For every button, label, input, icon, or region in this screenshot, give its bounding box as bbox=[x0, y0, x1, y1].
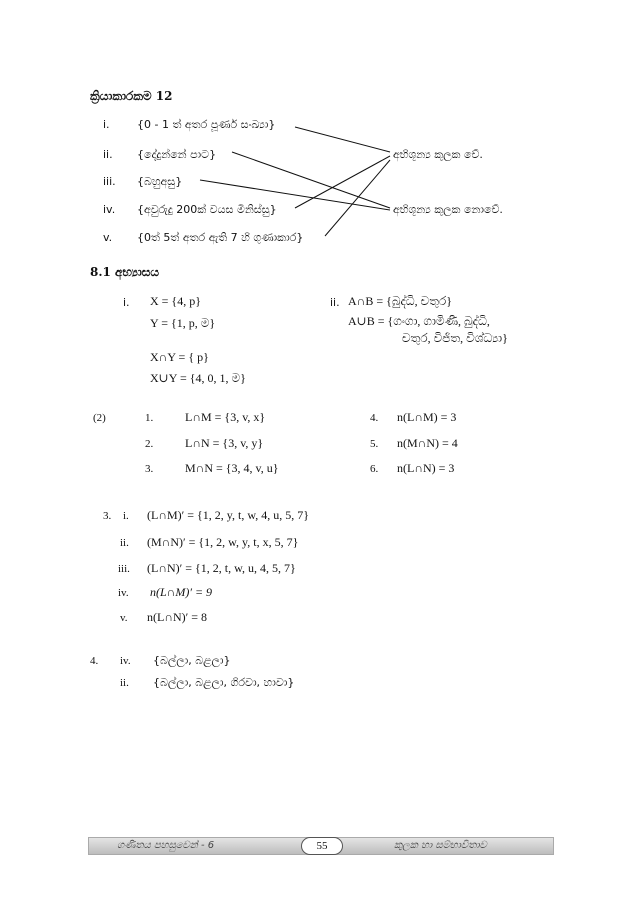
q3-label: 3. bbox=[103, 510, 112, 522]
activity-item-text: {දේදුන්නේ පාට} bbox=[137, 148, 217, 161]
q3-expr: n(L∩M)′ = 9 bbox=[150, 585, 213, 599]
x-union-y: X∪Y = {4, 0, 1, ම} bbox=[150, 371, 246, 385]
q2-expr: M∩N = {3, 4, v, u} bbox=[185, 461, 279, 475]
a-intersect-b: A∩B = {බුද්ධි, චතුර} bbox=[348, 294, 453, 308]
a-union-b-line1: A∪B = {ගංගා, ගාමිණී, බුද්ධි, bbox=[348, 314, 490, 328]
x-intersect-y: X∩Y = { p} bbox=[150, 350, 209, 364]
activity-item-num: i. bbox=[103, 118, 110, 131]
q3-expr: (L∩N)′ = {1, 2, t, w, u, 4, 5, 7} bbox=[147, 561, 296, 575]
activity-item-num: v. bbox=[103, 231, 113, 244]
q1-num-ii: ii. bbox=[330, 296, 340, 309]
q4-text: {බල්ලා, බළලා} bbox=[153, 654, 231, 667]
q2-expr: L∩N = {3, v, y} bbox=[185, 436, 264, 450]
q2-item-num: 2. bbox=[145, 438, 154, 450]
q2-item-num: 4. bbox=[370, 412, 379, 424]
activity-item-text: {බහුඅසු} bbox=[137, 175, 183, 188]
match-line bbox=[200, 180, 390, 210]
activity-item-num: ii. bbox=[103, 148, 113, 161]
activity-target-empty: අභිශූන්‍ය කුලක වේ. bbox=[393, 148, 483, 161]
q3-item-num: ii. bbox=[120, 537, 129, 549]
q3-expr: (M∩N)′ = {1, 2, w, y, t, x, 5, 7} bbox=[147, 535, 299, 549]
activity-target-nonempty: අභිශූන්‍ය කුලක නොවේ. bbox=[393, 203, 503, 216]
match-line bbox=[295, 127, 390, 152]
exercise-title: 8.1 අභ්‍යාසය bbox=[90, 265, 160, 279]
a-union-b-line2: චතුර, විජිත, විශ්ධ්‍යා} bbox=[402, 331, 508, 345]
q2-label: (2) bbox=[93, 412, 106, 424]
match-line bbox=[295, 156, 390, 208]
q3-item-num: iv. bbox=[118, 587, 129, 599]
q2-item-num: 6. bbox=[370, 463, 379, 475]
q2-expr: L∩M = {3, v, x} bbox=[185, 410, 266, 424]
set-y-def: Y = {1, p, ම} bbox=[150, 316, 216, 330]
q3-item-num: iii. bbox=[118, 563, 130, 575]
set-x-def: X = {4, p} bbox=[150, 294, 201, 308]
q1-num-i: i. bbox=[123, 296, 130, 309]
q3-item-num: i. bbox=[123, 510, 129, 522]
q2-item-num: 5. bbox=[370, 438, 379, 450]
footer-chapter-title: කුලක හා සම්භාවිතාව bbox=[394, 840, 487, 851]
activity-item-text: {0ත් 5ත් අතර ඇති 7 හි ගුණාකාර} bbox=[137, 231, 304, 244]
q4-item-num: iv. bbox=[120, 655, 131, 667]
q4-text: {බල්ලා, බළලා, ගිරවා, හාවා} bbox=[153, 676, 295, 689]
activity-item-text: {අවුරුදු 200ක් වයස මිනිස්සු} bbox=[137, 203, 277, 216]
page-footer bbox=[88, 837, 554, 855]
footer-book-title: ගණිතය පහසුවෙන් - 6 bbox=[117, 840, 215, 851]
q2-item-num: 3. bbox=[145, 463, 154, 475]
q3-item-num: v. bbox=[120, 612, 128, 624]
activity-item-num: iv. bbox=[103, 203, 116, 216]
q3-expr: (L∩M)′ = {1, 2, y, t, w, 4, u, 5, 7} bbox=[147, 508, 310, 522]
activity-title: ක්‍රියාකාරකම 12 bbox=[90, 89, 173, 103]
activity-item-num: iii. bbox=[103, 175, 116, 188]
page-number: 55 bbox=[301, 837, 343, 855]
q2-expr: n(L∩M) = 3 bbox=[397, 410, 457, 424]
q4-label: 4. bbox=[90, 655, 99, 667]
q2-expr: n(L∩N) = 3 bbox=[397, 461, 455, 475]
q2-expr: n(M∩N) = 4 bbox=[397, 436, 458, 450]
q4-item-num: ii. bbox=[120, 677, 129, 689]
q3-expr: n(L∩N)′ = 8 bbox=[147, 610, 208, 624]
match-line bbox=[325, 160, 390, 236]
q2-item-num: 1. bbox=[145, 412, 154, 424]
activity-item-text: {0 - 1 ත් අතර පූර්ණ සංඛ්‍යා} bbox=[137, 118, 276, 131]
